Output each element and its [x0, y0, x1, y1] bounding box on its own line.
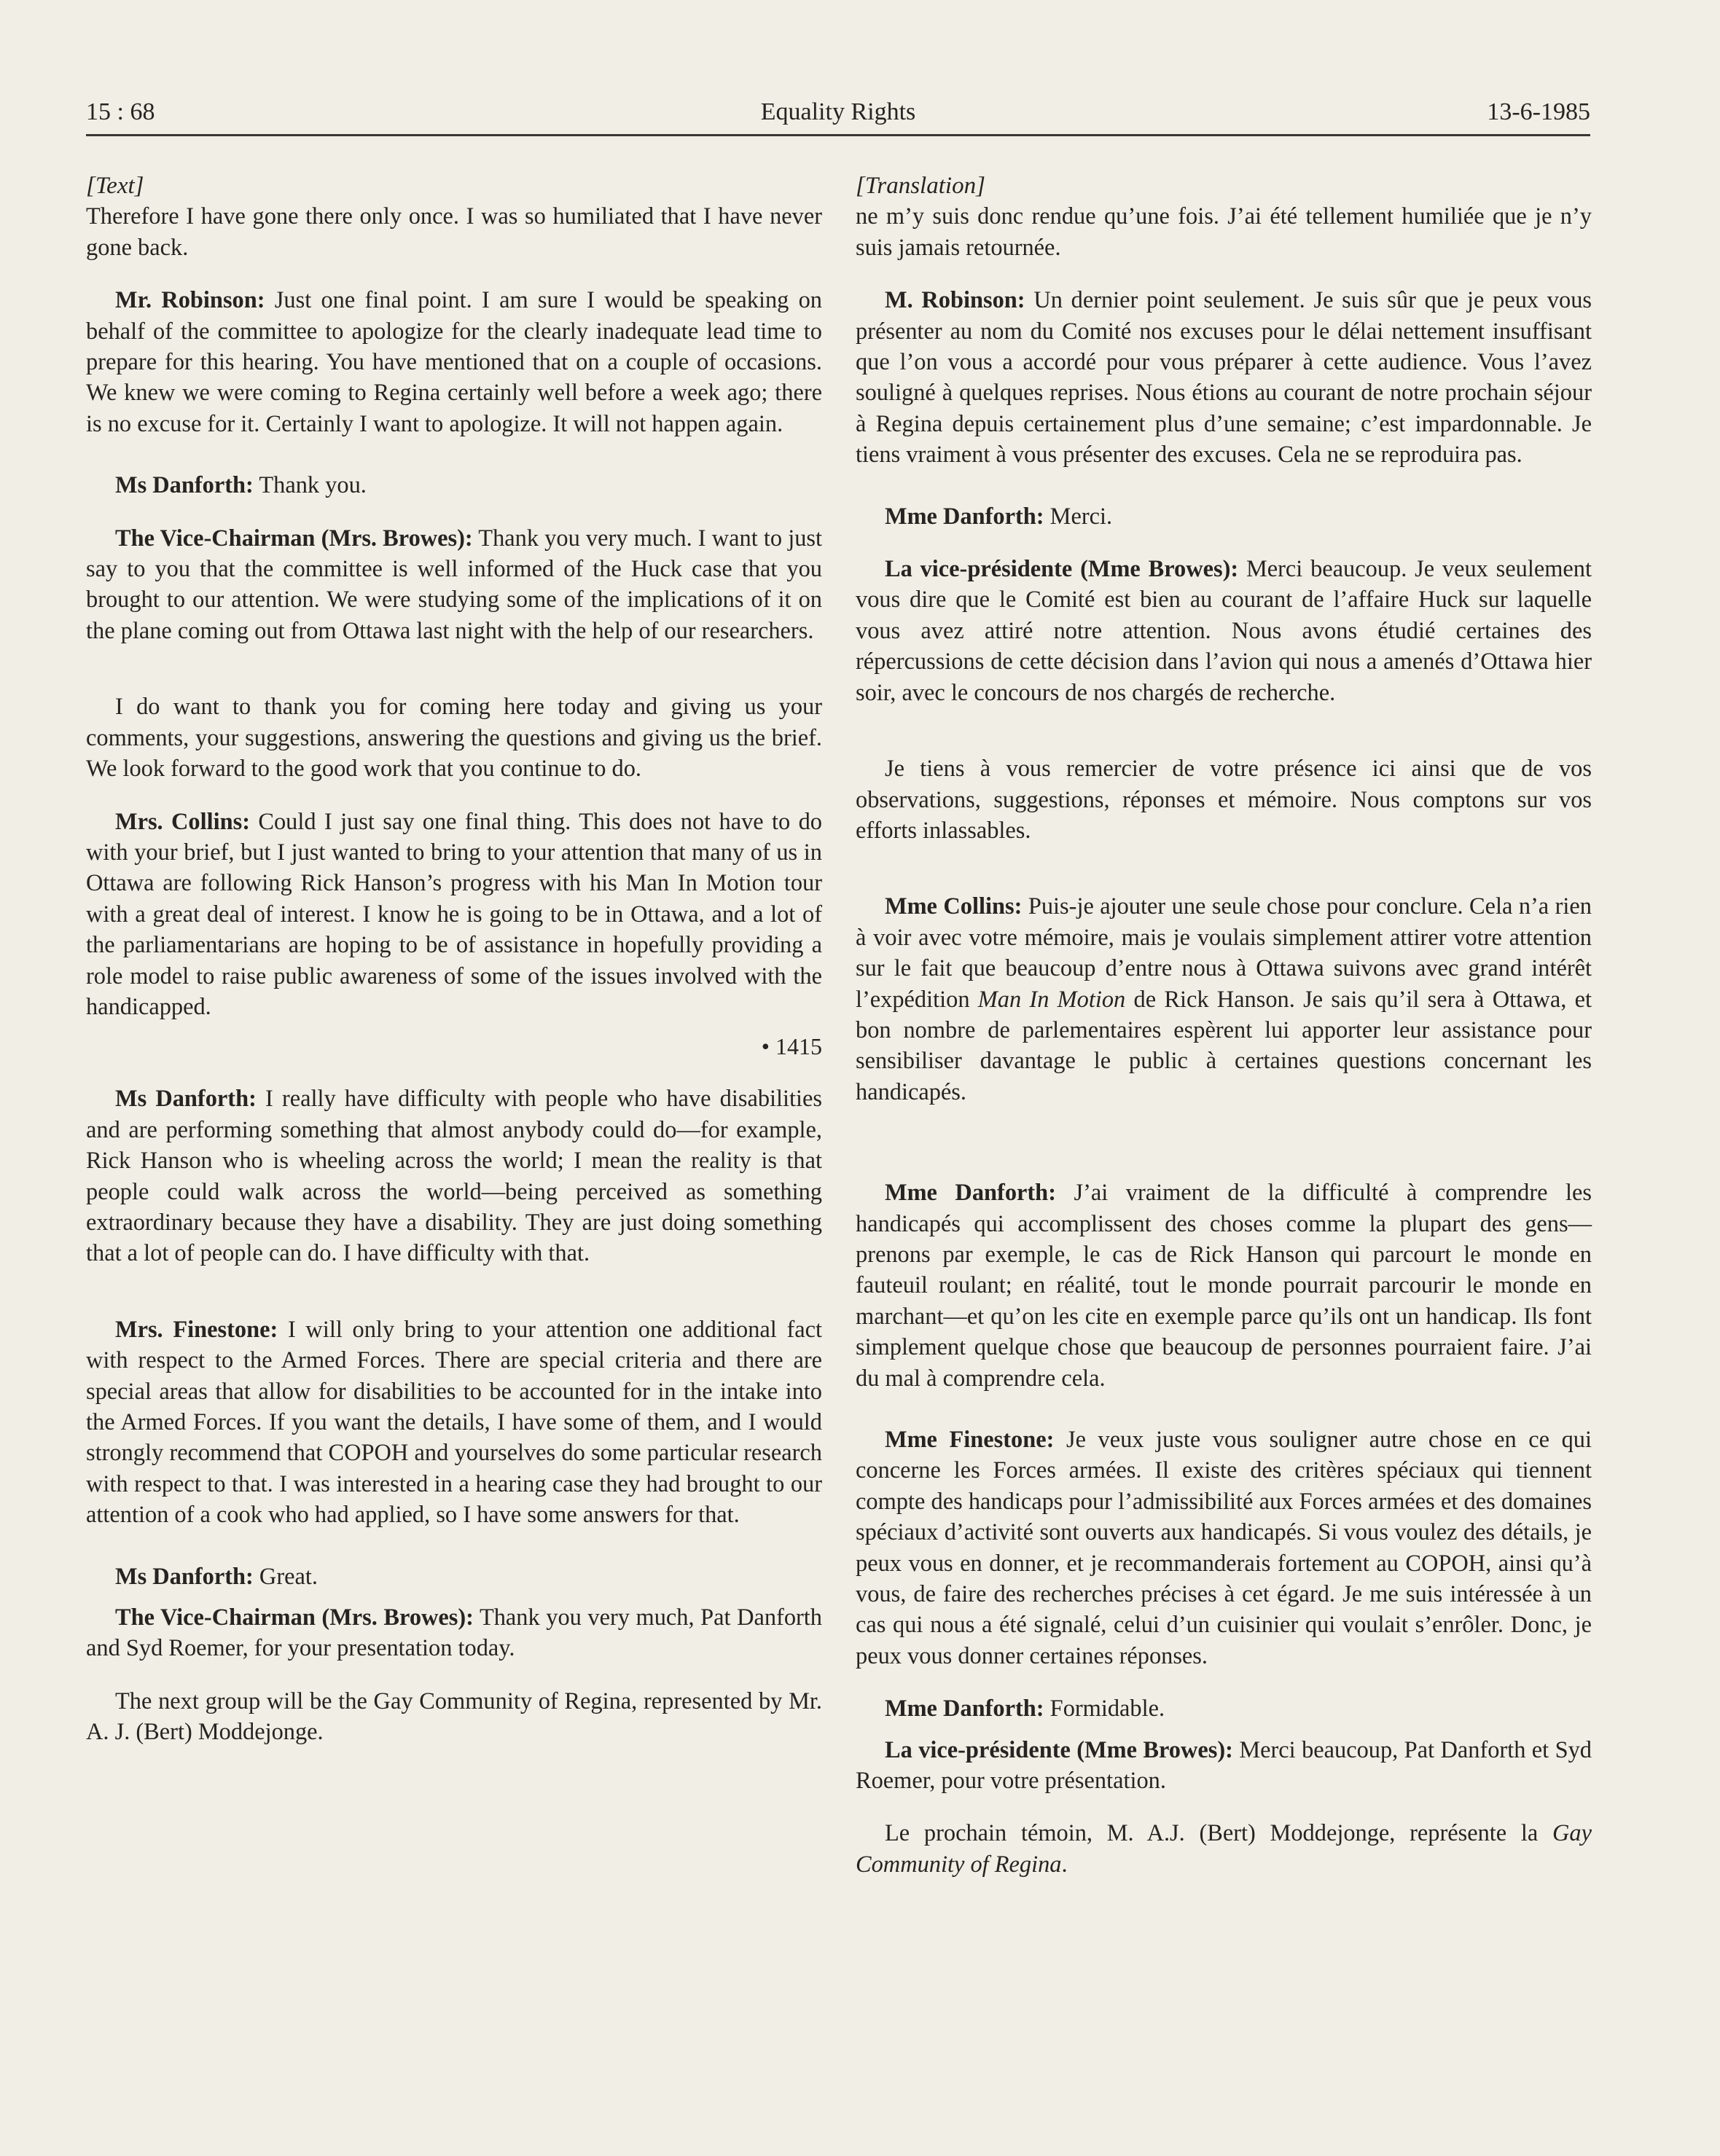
speaker-name: Mrs. Collins:: [115, 808, 251, 835]
column-label: [Translation]: [856, 173, 985, 199]
paragraph: Ms Danforth: I really have difficulty with people who have disabilities and are performing something that almost anybody could do—for example, Rick Hanson who is wheeling across the world; I mean the reality is that people could walk across the world—being perceived as something extraordinary because they have a disability. They are just doing something that a lot of people can do. I have difficulty with that.: [86, 1086, 822, 1267]
paragraph: The next group will be the Gay Community of Regina, represented by Mr. A. J. (Bert) Moddejonge.: [86, 1687, 822, 1746]
paragraph: ne m’y suis donc rendue qu’une fois. J’ai été tellement humiliée que je n’y suis jamais retournée.: [856, 203, 1592, 261]
speaker-name: Mme Finestone:: [885, 1427, 1055, 1453]
speaker-name: Mrs. Finestone:: [115, 1316, 278, 1343]
speaker-name: Mme Danforth:: [885, 1180, 1056, 1207]
paragraph: Le prochain témoin, M. A.J. (Bert) Moddejonge, représente la Gay Community of Regina.: [856, 1820, 1592, 1878]
paragraph: Ms Danforth: Great.: [115, 1563, 318, 1590]
speaker-name: The Vice-Chairman (Mrs. Browes):: [115, 1604, 474, 1631]
page-header: [86, 92, 1590, 133]
paragraph: Mme Collins: Puis-je ajouter une seule chose pour conclure. Cela n’a rien à voir avec votre mémoire, mais je voulais simplement attirer votre attention sur le fait que beaucoup d’entre nous à Ottawa suivons avec grand intérêt l’expédition Man In Motion de Rick Hanson. Je sais qu’il sera à Ottawa, et bon nombre de parlementaires espèrent lui apporter leur assistance pour sensibiliser davantage le public à certaines questions concernant les handicapés.: [856, 893, 1592, 1105]
speaker-name: Mme Collins:: [885, 893, 1023, 920]
speaker-name: Ms Danforth:: [115, 472, 254, 499]
column-label: [Text]: [86, 173, 144, 199]
speaker-name: M. Robinson:: [885, 287, 1025, 314]
paragraph: Mme Danforth: Formidable.: [885, 1696, 1165, 1722]
paragraph: Therefore I have gone there only once. I was so humiliated that I have never gone back.: [86, 203, 822, 261]
speaker-name: Mme Danforth:: [885, 503, 1044, 530]
page-number: 15 : 68: [86, 98, 155, 125]
paragraph: Mrs. Finestone: I will only bring to your attention one additional fact with respect to the Armed Forces. There are special criteria and there are special areas that allow for disabilities to be accounted for in the intake into the Armed Forces. If you want the details, I have some of them, and I would strongly recommend that COPOH and yourselves do some particular research with respect to that. I was interested in a hearing case they had brought to our attention of a cook who had applied, so I have some answers for that.: [86, 1316, 822, 1529]
speaker-name: Ms Danforth:: [115, 1563, 254, 1590]
paragraph: La vice-présidente (Mme Browes): Merci beaucoup, Pat Danforth et Syd Roemer, pour votre présentation.: [856, 1736, 1592, 1795]
speaker-name: La vice-présidente (Mme Browes):: [885, 1736, 1233, 1763]
french-column: [856, 170, 1592, 1880]
speaker-name: The Vice-Chairman (Mrs. Browes):: [115, 525, 473, 552]
speaker-name: La vice-présidente (Mme Browes):: [885, 556, 1239, 583]
paragraph: Ms Danforth: Thank you.: [115, 472, 367, 499]
paragraph: Je tiens à vous remercier de votre présence ici ainsi que de vos observations, suggestions, réponses et mémoire. Nous comptons sur vos efforts inlassables.: [856, 756, 1592, 844]
publication-title: Equality Rights: [760, 98, 916, 125]
speaker-name: Mr. Robinson:: [115, 287, 265, 314]
paragraph: The Vice-Chairman (Mrs. Browes): Thank you very much, Pat Danforth and Syd Roemer, for your presentation today.: [86, 1604, 823, 1662]
paragraph: La vice-présidente (Mme Browes): Merci beaucoup. Je veux seulement vous dire que le Comité est bien au courant de l’affaire Huck sur laquelle vous avez attiré notre attention. Nous avons étudié certaines des répercussions de cette décision dans l’avion qui nous a amenés d’Ottawa hier soir, avec le concours de nos chargés de recherche.: [856, 556, 1592, 706]
paragraph: Mr. Robinson: Just one final point. I am sure I would be speaking on behalf of the committee to apologize for the clearly inadequate lead time to prepare for this hearing. You have mentioned that on a couple of occasions. We knew we were coming to Regina certainly well before a week ago; there is no excuse for it. Certainly I want to apologize. It will not happen again.: [86, 287, 822, 437]
paragraph: The Vice-Chairman (Mrs. Browes): Thank you very much. I want to just say to you that the committee is well informed of the Huck case that you brought to our attention. We were studying some of the implications of it on the plane coming out from Ottawa last night with the help of our researchers.: [86, 525, 822, 644]
time-marker: • 1415: [761, 1033, 822, 1060]
paragraph: Mme Finestone: Je veux juste vous souligner autre chose en ce qui concerne les Forces armées. Il existe des critères spéciaux qui tiennent compte des handicaps pour l’admissibilité aux Forces armées et des domaines spéciaux d’activité sont ouverts aux handicapés. Si vous voulez des détails, je peux vous en donner, et je recommanderais fortement au COPOH, ainsi qu’à vous, de faire des recherches précises à cet égard. Je me suis intéressée à un cas qui nous a été signalé, celui d’un cuisinier qui voulait s’enrôler. Donc, je peux vous donner certaines réponses.: [856, 1427, 1592, 1669]
paragraph: Mme Danforth: J’ai vraiment de la difficulté à comprendre les handicapés qui accomplissent des choses comme la plupart des gens—prenons par exemple, le cas de Rick Hanson qui parcourt le monde en fauteuil roulant; en réalité, tout le monde pourrait parcourir le monde en marchant—et qu’on les cite en exemple parce qu’ils ont un handicap. Ils font simplement quelque chose que beaucoup de personnes pourraient faire. J’ai du mal à comprendre cela.: [856, 1180, 1592, 1392]
paragraph: M. Robinson: Un dernier point seulement. Je suis sûr que je peux vous présenter au nom du Comité nos excuses pour le délai nettement insuffisant que l’on vous a accordé pour vous préparer à cette audience. Vous l’avez souligné à quelques reprises. Nous étions au courant de notre prochain séjour à Regina depuis certainement plus d’une semaine; c’est impardonnable. Je tiens vraiment à vous présenter des excuses. Cela ne se reproduira pas.: [856, 287, 1592, 469]
paragraph: Mme Danforth: Merci.: [885, 503, 1113, 530]
session-date: 13-6-1985: [1487, 98, 1590, 125]
speaker-name: Mme Danforth:: [885, 1696, 1044, 1722]
header-rule: [86, 134, 1590, 136]
paragraph: Mrs. Collins: Could I just say one final thing. This does not have to do with your brief, but I just wanted to bring to your attention that many of us in Ottawa are following Rick Hanson’s progress with his Man In Motion tour with a great deal of interest. I know he is going to be in Ottawa, and a lot of the parliamentarians are hoping to be of assistance in hopefully providing a role model to raise public awareness of some of the issues involved with the handicapped.: [86, 808, 822, 1020]
speaker-name: Ms Danforth:: [115, 1086, 257, 1113]
paragraph: I do want to thank you for coming here today and giving us your comments, your suggestions, answering the questions and giving us the brief. We look forward to the good work that you continue to do.: [86, 694, 822, 783]
english-column: [86, 170, 822, 1748]
